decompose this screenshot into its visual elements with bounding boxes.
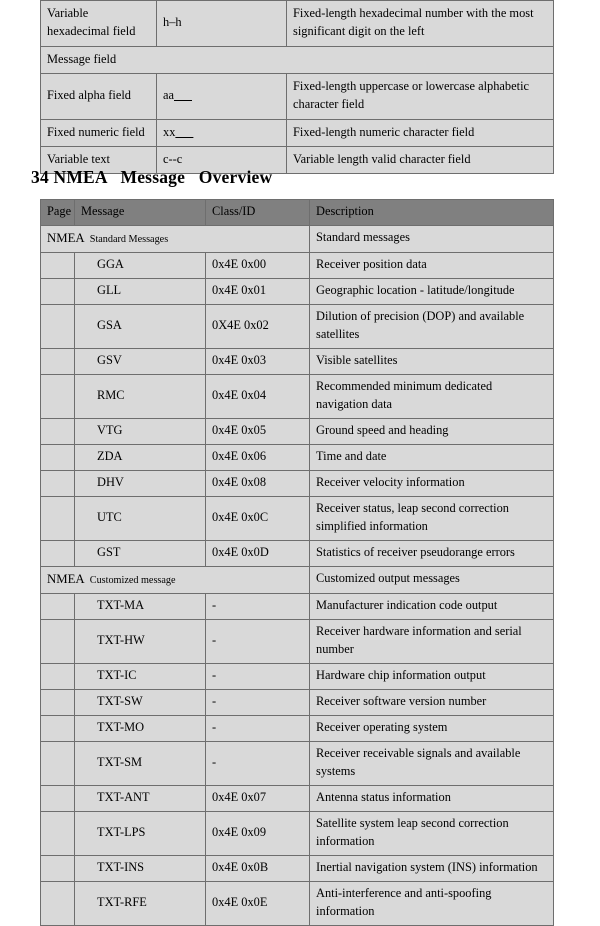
page-cell: [41, 689, 75, 715]
description-cell: Manufacturer indication code output: [310, 593, 554, 619]
table-row: [41, 785, 554, 811]
page-cell: [41, 811, 75, 855]
class-id-cell: -: [206, 689, 310, 715]
nmea-table-body: [41, 225, 554, 925]
class-id-cell: 0x4E 0x08: [206, 470, 310, 496]
message-name-cell: GST: [75, 540, 206, 566]
page-cell: [41, 540, 75, 566]
table-row: [41, 741, 554, 785]
page-cell: [41, 785, 75, 811]
table-row: [41, 120, 554, 147]
column-header-class-id: Class/ID: [206, 200, 310, 226]
message-name-cell: TXT-SM: [75, 741, 206, 785]
nmea-table-head: [41, 200, 554, 226]
table-row: [41, 496, 554, 540]
class-id-cell: 0x4E 0x03: [206, 348, 310, 374]
group-label-primary: NMEA: [47, 230, 85, 245]
description-cell: Receiver software version number: [310, 689, 554, 715]
page-cell: [41, 252, 75, 278]
group-label-secondary-text: Standard Messages: [89, 233, 169, 245]
page-cell: [41, 881, 75, 925]
message-name-cell: TXT-MO: [75, 715, 206, 741]
message-name-cell: TXT-RFE: [75, 881, 206, 925]
class-id-cell: -: [206, 593, 310, 619]
class-id-cell: -: [206, 715, 310, 741]
section-label-cell: Message field: [41, 47, 554, 74]
table-section-row: [41, 47, 554, 74]
column-header-description: Description: [310, 200, 554, 226]
message-name-cell: TXT-IC: [75, 663, 206, 689]
field-types-table-body: [41, 1, 554, 174]
class-id-cell: 0x4E 0x00: [206, 252, 310, 278]
group-label-secondary-text: Customized message: [89, 574, 176, 586]
description-cell: Time and date: [310, 444, 554, 470]
page-cell: [41, 855, 75, 881]
class-id-cell: 0x4E 0x0E: [206, 881, 310, 925]
message-name-cell: DHV: [75, 470, 206, 496]
field-description-cell: Fixed-length hexadecimal number with the most significant digit on the left: [287, 1, 554, 47]
page-cell: [41, 715, 75, 741]
field-format-cell: h–h: [157, 1, 287, 47]
table-row: [41, 663, 554, 689]
blank-underline: [174, 88, 192, 102]
section-heading: 34 NMEA Message Overview: [31, 167, 273, 187]
table-row: [41, 593, 554, 619]
field-format-cell: xx: [157, 120, 287, 147]
page-cell: [41, 619, 75, 663]
message-name-cell: ZDA: [75, 444, 206, 470]
group-label-cell: [41, 225, 310, 252]
page-cell: [41, 278, 75, 304]
message-name-cell: TXT-MA: [75, 593, 206, 619]
description-cell: Receiver velocity information: [310, 470, 554, 496]
table-row: [41, 1, 554, 47]
description-cell: Anti-interference and anti-spoofing information: [310, 881, 554, 925]
table-row: [41, 444, 554, 470]
field-name-line-2: hexadecimal field: [47, 24, 136, 38]
group-description-cell: Standard messages: [310, 225, 554, 252]
class-id-cell: 0x4E 0x01: [206, 278, 310, 304]
message-name-cell: GGA: [75, 252, 206, 278]
table-row: [41, 418, 554, 444]
message-name-cell: TXT-ANT: [75, 785, 206, 811]
field-name-cell: Fixed alpha field: [41, 74, 157, 120]
group-header-row-standard: [41, 225, 554, 252]
message-name-cell: VTG: [75, 418, 206, 444]
page-cell: [41, 374, 75, 418]
field-description-cell: Fixed-length numeric character field: [287, 120, 554, 147]
group-label-primary: NMEA: [47, 571, 85, 586]
column-header-page: Page: [41, 200, 75, 226]
description-cell: Inertial navigation system (INS) information: [310, 855, 554, 881]
field-description-cell: Variable length valid character field: [287, 147, 554, 174]
message-name-cell: GLL: [75, 278, 206, 304]
description-cell: Receiver hardware information and serial number: [310, 619, 554, 663]
page-cell: [41, 444, 75, 470]
class-id-cell: 0X4E 0x02: [206, 304, 310, 348]
page-cell: [41, 304, 75, 348]
table-row: [41, 540, 554, 566]
description-cell: Statistics of receiver pseudorange errors: [310, 540, 554, 566]
description-cell: Dilution of precision (DOP) and available satellites: [310, 304, 554, 348]
field-format-cell: aa: [157, 74, 287, 120]
message-name-cell: TXT-LPS: [75, 811, 206, 855]
class-id-cell: 0x4E 0x0B: [206, 855, 310, 881]
field-name-cell: Fixed numeric field: [41, 120, 157, 147]
page-cell: [41, 496, 75, 540]
page-cell: [41, 663, 75, 689]
class-id-cell: 0x4E 0x07: [206, 785, 310, 811]
group-label-cell: [41, 566, 310, 593]
description-cell: Receiver operating system: [310, 715, 554, 741]
class-id-cell: 0x4E 0x04: [206, 374, 310, 418]
nmea-message-overview-table: [40, 199, 554, 926]
column-header-message: Message: [75, 200, 206, 226]
field-name-cell: [41, 1, 157, 47]
description-cell: Hardware chip information output: [310, 663, 554, 689]
blank-underline: [175, 125, 193, 139]
page-cell: [41, 741, 75, 785]
group-description-cell: Customized output messages: [310, 566, 554, 593]
table-row: [41, 715, 554, 741]
description-cell: Visible satellites: [310, 348, 554, 374]
description-cell: Receiver status, leap second correction simplified information: [310, 496, 554, 540]
message-name-cell: RMC: [75, 374, 206, 418]
table-row: [41, 881, 554, 925]
description-cell: Ground speed and heading: [310, 418, 554, 444]
page-cell: [41, 418, 75, 444]
class-id-cell: -: [206, 619, 310, 663]
table-row: [41, 74, 554, 120]
message-name-cell: GSA: [75, 304, 206, 348]
table-row: [41, 470, 554, 496]
description-cell: Receiver position data: [310, 252, 554, 278]
class-id-cell: 0x4E 0x06: [206, 444, 310, 470]
class-id-cell: -: [206, 663, 310, 689]
field-name-line-1: Variable: [47, 6, 89, 21]
group-header-row-customized: [41, 566, 554, 593]
page-cell: [41, 348, 75, 374]
table-row: [41, 855, 554, 881]
class-id-cell: 0x4E 0x0C: [206, 496, 310, 540]
table-row: [41, 348, 554, 374]
table-row: [41, 278, 554, 304]
description-cell: Satellite system leap second correction information: [310, 811, 554, 855]
message-name-cell: UTC: [75, 496, 206, 540]
field-description-cell: Fixed-length uppercase or lowercase alphabetic character field: [287, 74, 554, 120]
class-id-cell: 0x4E 0x0D: [206, 540, 310, 566]
class-id-cell: 0x4E 0x09: [206, 811, 310, 855]
table-row: [41, 252, 554, 278]
message-name-cell: TXT-SW: [75, 689, 206, 715]
table-row: [41, 689, 554, 715]
page-cell: [41, 593, 75, 619]
table-row: [41, 304, 554, 348]
description-cell: Geographic location - latitude/longitude: [310, 278, 554, 304]
description-cell: Receiver receivable signals and available systems: [310, 741, 554, 785]
message-name-cell: TXT-HW: [75, 619, 206, 663]
table-header-row: [41, 200, 554, 226]
class-id-cell: 0x4E 0x05: [206, 418, 310, 444]
description-cell: Recommended minimum dedicated navigation data: [310, 374, 554, 418]
field-format-cell: c--c: [157, 147, 287, 174]
page-cell: [41, 470, 75, 496]
table-row: [41, 619, 554, 663]
message-name-cell: TXT-INS: [75, 855, 206, 881]
class-id-cell: -: [206, 741, 310, 785]
field-name-cell: Variable text: [41, 147, 157, 174]
table-row: [41, 811, 554, 855]
message-name-cell: GSV: [75, 348, 206, 374]
description-cell: Antenna status information: [310, 785, 554, 811]
table-row: [41, 374, 554, 418]
field-types-table: [40, 0, 554, 174]
